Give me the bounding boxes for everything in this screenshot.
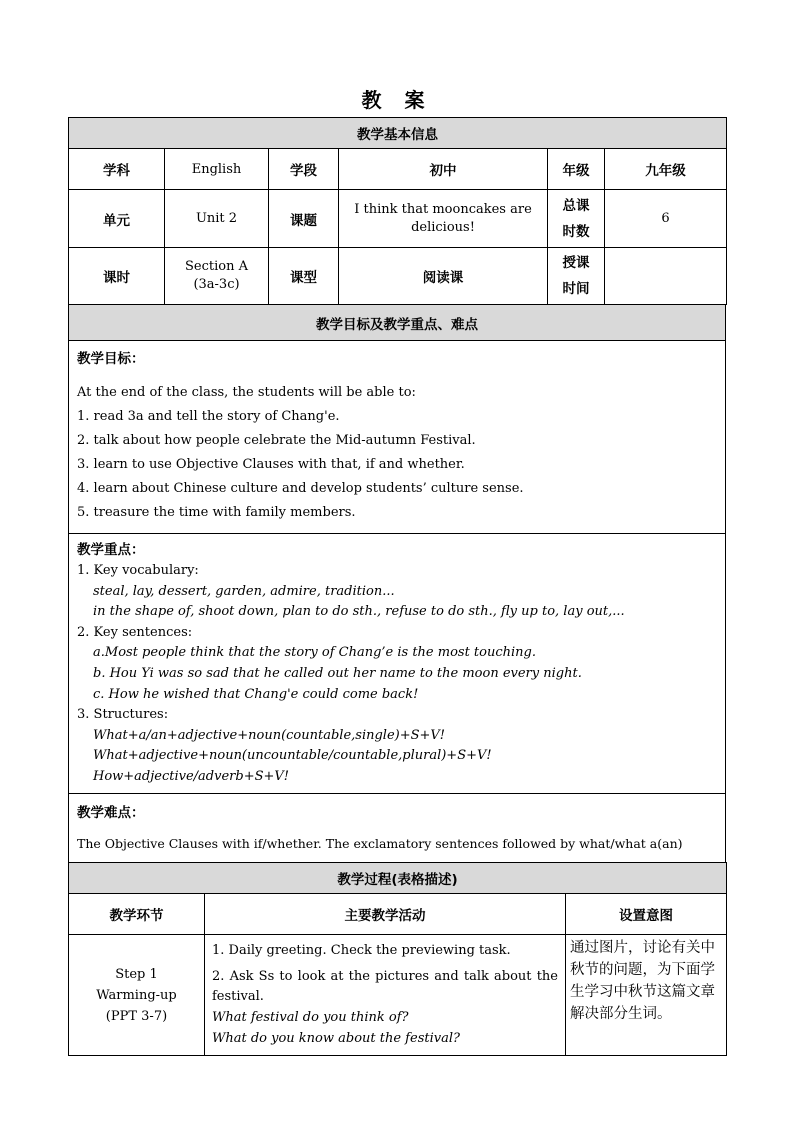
step-phase: Warming-up <box>96 987 177 1003</box>
stage-value: 初中 <box>339 149 548 190</box>
teaching-time-label-2: 时间 <box>562 281 590 297</box>
period-value-2: (3a-3c) <box>193 277 240 292</box>
teaching-time-label <box>548 248 605 305</box>
key-points-title: 教学重点： <box>77 542 145 558</box>
subject-label: 学科 <box>69 149 165 190</box>
activity-question: What festival do you think of? <box>212 1010 409 1026</box>
period-label: 课时 <box>69 248 165 305</box>
total-hours-label-1: 总课 <box>562 197 590 214</box>
vocab-title: 1. Key vocabulary: <box>77 563 199 578</box>
structure-line: How+adjective/adverb+S+V! <box>93 768 290 784</box>
intent-cell: 通过图片，讨论有关中秋节的问题，为下面学生学习中秋节这篇文章解决部分生词。 <box>566 935 727 1056</box>
teaching-time-value <box>605 248 727 305</box>
basic-info-header: 教学基本信息 <box>69 118 727 149</box>
vocab-line: in the shape of, shoot down, plan to do sth., refuse to do sth., fly up to, lay out,... <box>93 604 625 620</box>
process-header: 教学过程(表格描述) <box>69 863 727 894</box>
activity-cell <box>205 935 566 1056</box>
intent-column-header: 设置意图 <box>566 894 727 935</box>
objective-item: 2. talk about how people celebrate the Mid-autumn Festival. <box>77 433 476 448</box>
teaching-time-label-1: 授课 <box>562 255 590 271</box>
unit-value: Unit 2 <box>165 190 269 248</box>
stage-label: 学段 <box>269 149 339 190</box>
grade-label: 年级 <box>548 149 605 190</box>
topic-value: I think that mooncakes are delicious! <box>339 190 548 248</box>
difficulty-text: The Objective Clauses with if/whether. The exclamatory sentences followed by what/what a(an) <box>77 835 683 851</box>
lesson-plan-table <box>68 117 726 1056</box>
key-sentence: b. Hou Yi was so sad that he called out her name to the moon every night. <box>93 665 582 681</box>
step-cell <box>69 935 205 1056</box>
structures-title: 3. Structures: <box>77 707 169 723</box>
basic-info-table <box>68 117 727 305</box>
page-title: 教 案 <box>361 88 433 112</box>
total-hours-label <box>548 190 605 248</box>
activity-item: 2. Ask Ss to look at the pictures and talk about the festival. <box>212 969 558 1005</box>
sentences-title: 2. Key sentences: <box>77 624 193 640</box>
structure-line: What+adjective+noun(uncountable/countable,plural)+S+V! <box>93 748 492 764</box>
vocab-line: steal, lay, dessert, garden, admire, tradition... <box>93 583 395 599</box>
period-value <box>165 248 269 305</box>
objectives-cell <box>69 341 726 534</box>
activity-question: What do you know about the festival? <box>212 1031 460 1047</box>
total-hours-label-2: 时数 <box>562 223 590 240</box>
stage-column-header: 教学环节 <box>69 894 205 935</box>
objective-item: 5. treasure the time with family members. <box>77 505 356 520</box>
goals-header: 教学目标及教学重点、难点 <box>69 305 726 341</box>
total-hours-value: 6 <box>605 190 727 248</box>
structure-line: What+a/an+adjective+noun(countable,single)+S+V! <box>93 727 446 743</box>
activity-item: 1. Daily greeting. Check the previewing task. <box>212 943 511 959</box>
key-points-cell <box>69 534 726 794</box>
topic-label: 课题 <box>269 190 339 248</box>
difficulty-title: 教学难点： <box>77 804 145 821</box>
goals-table <box>68 304 726 863</box>
lesson-type-value: 阅读课 <box>339 248 548 305</box>
period-value-1: Section A <box>185 259 248 274</box>
lesson-type-label: 课型 <box>269 248 339 305</box>
subject-value: English <box>165 149 269 190</box>
objective-intro: At the end of the class, the students will be able to: <box>77 385 416 400</box>
key-sentence: a.Most people think that the story of Chang’e is the most touching. <box>93 645 536 661</box>
grade-value: 九年级 <box>605 149 727 190</box>
difficulty-cell <box>69 793 726 863</box>
objectives-title: 教学目标： <box>77 351 145 367</box>
process-table <box>68 862 727 1056</box>
step-name: Step 1 <box>115 966 158 982</box>
objective-item: 3. learn to use Objective Clauses with that, if and whether. <box>77 457 465 472</box>
objective-item: 4. learn about Chinese culture and develop students’ culture sense. <box>77 481 524 496</box>
activity-column-header: 主要教学活动 <box>205 894 566 935</box>
step-ppt: (PPT 3-7) <box>105 1008 168 1024</box>
objective-item: 1. read 3a and tell the story of Chang'e. <box>77 409 340 424</box>
key-sentence: c. How he wished that Chang'e could come back! <box>93 686 419 702</box>
unit-label: 单元 <box>69 190 165 248</box>
